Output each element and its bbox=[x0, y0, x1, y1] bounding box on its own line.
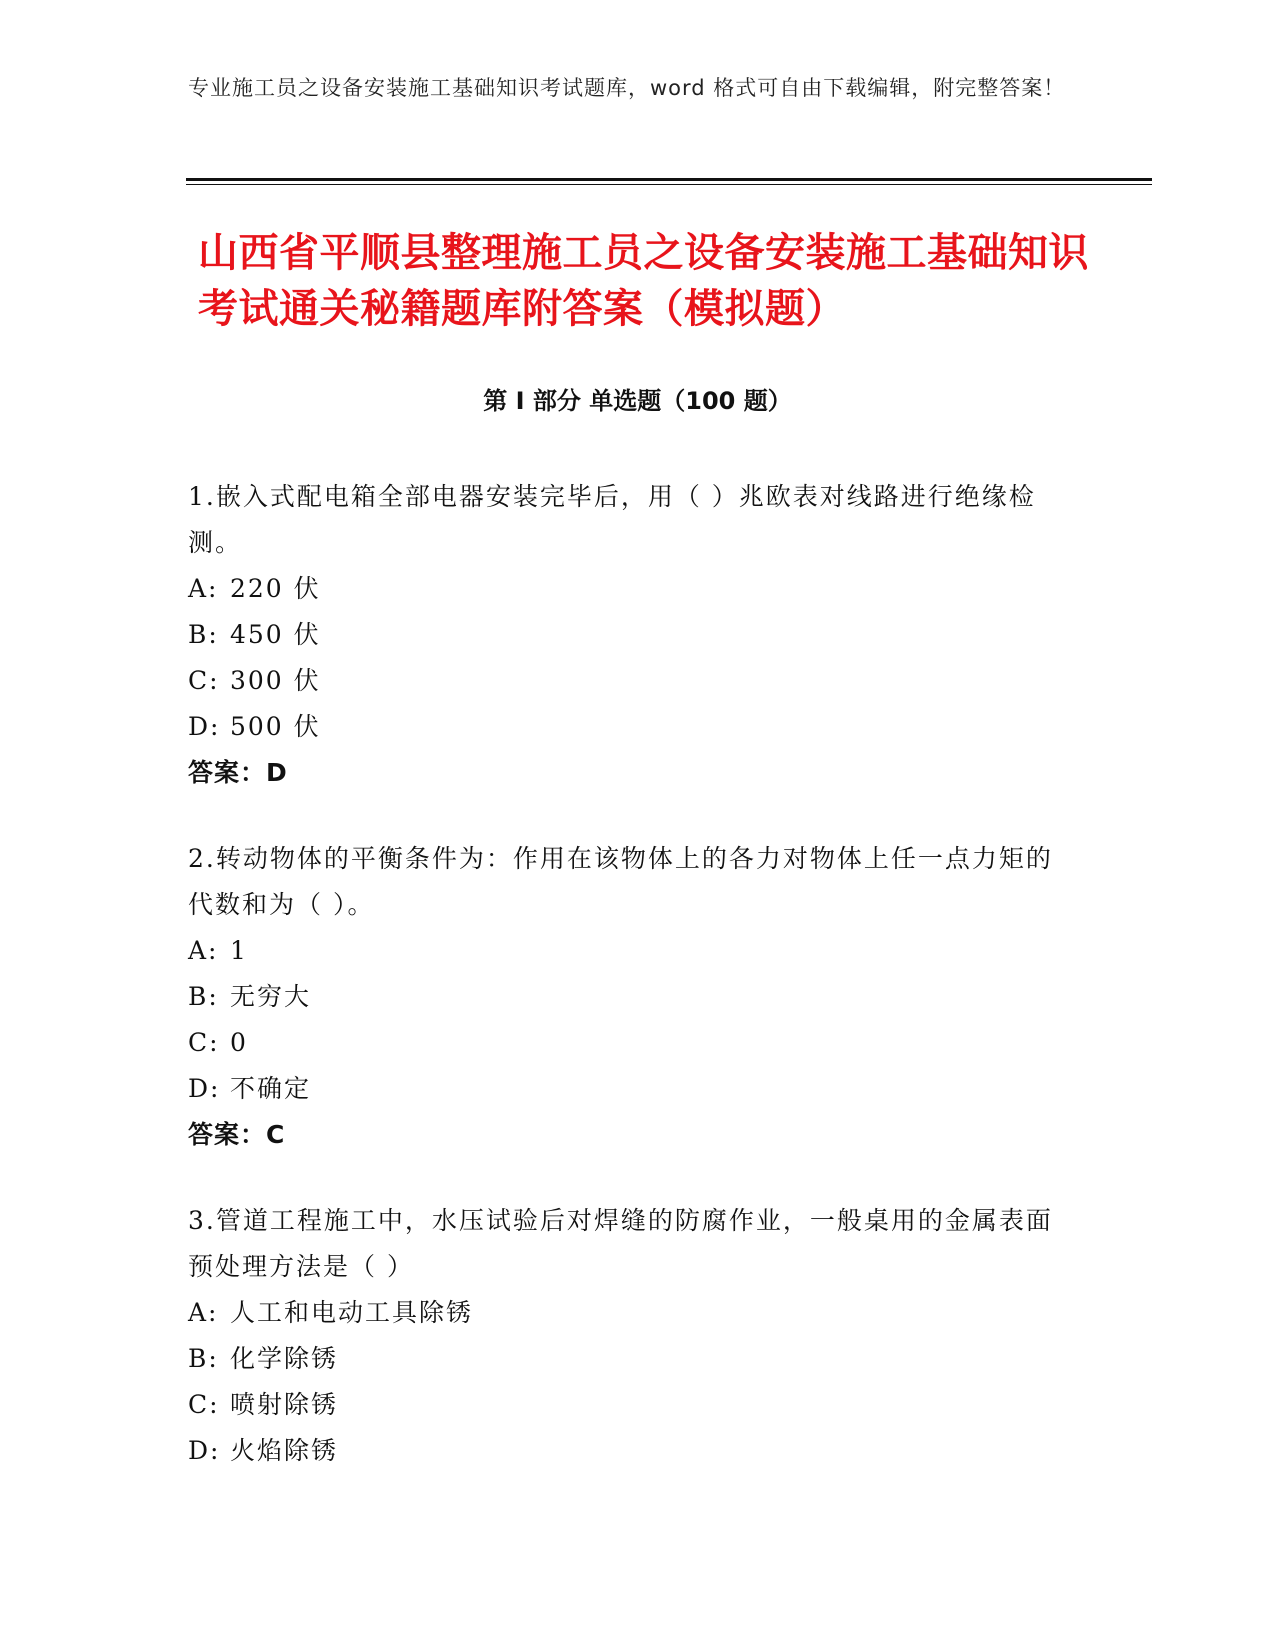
option-b bbox=[188, 612, 1078, 658]
question-list bbox=[188, 474, 1078, 1514]
header-rule-thick bbox=[186, 178, 1152, 181]
option-d bbox=[188, 1066, 1078, 1112]
answer: 答案：C bbox=[188, 1120, 286, 1149]
question-1 bbox=[188, 474, 1078, 796]
document-title: 山西省平顺县整理施工员之设备安装施工基础知识考试通关秘籍题库附答案（模拟题） bbox=[198, 230, 1089, 332]
question-2 bbox=[188, 836, 1078, 1158]
option-b bbox=[188, 974, 1078, 1020]
option-letter: C: bbox=[188, 1390, 220, 1419]
option-c bbox=[188, 1382, 1078, 1428]
option-text: 450 伏 bbox=[230, 620, 321, 649]
option-a bbox=[188, 928, 1078, 974]
option-letter: B: bbox=[188, 982, 219, 1011]
option-letter: A: bbox=[188, 574, 219, 603]
option-text: 不确定 bbox=[230, 1074, 312, 1103]
option-text: 火焰除锈 bbox=[230, 1436, 339, 1465]
option-text: 无穷大 bbox=[230, 982, 312, 1011]
option-d bbox=[188, 1428, 1078, 1474]
option-letter: D: bbox=[188, 712, 221, 741]
option-letter: C: bbox=[188, 666, 220, 695]
question-text: 3.管道工程施工中，水压试验后对焊缝的防腐作业，一般桌用的金属表面预处理方法是（ ） bbox=[188, 1206, 1053, 1281]
option-text: 0 bbox=[230, 1028, 248, 1057]
question-text: 2.转动物体的平衡条件为：作用在该物体上的各力对物体上任一点力矩的代数和为（ ）。 bbox=[188, 844, 1053, 919]
option-text: 500 伏 bbox=[230, 712, 321, 741]
option-text: 化学除锈 bbox=[230, 1344, 339, 1373]
option-text: 人工和电动工具除锈 bbox=[230, 1298, 474, 1327]
option-text: 220 伏 bbox=[230, 574, 321, 603]
option-text: 喷射除锈 bbox=[230, 1390, 339, 1419]
option-letter: C: bbox=[188, 1028, 220, 1057]
option-letter: D: bbox=[188, 1436, 221, 1465]
option-c bbox=[188, 658, 1078, 704]
header-note: 专业施工员之设备安装施工基础知识考试题库，word 格式可自由下载编辑，附完整答案！ bbox=[188, 76, 1066, 100]
section-title: 第 I 部分 单选题（100 题） bbox=[483, 387, 792, 415]
option-c bbox=[188, 1020, 1078, 1066]
option-letter: A: bbox=[188, 1298, 219, 1327]
option-letter: B: bbox=[188, 620, 219, 649]
option-letter: D: bbox=[188, 1074, 221, 1103]
option-text: 300 伏 bbox=[230, 666, 321, 695]
option-text: 1 bbox=[230, 936, 248, 965]
question-text: 1.嵌入式配电箱全部电器安装完毕后，用（ ）兆欧表对线路进行绝缘检测。 bbox=[188, 482, 1036, 557]
option-d bbox=[188, 704, 1078, 750]
header-rule-thin bbox=[186, 184, 1152, 185]
option-b bbox=[188, 1336, 1078, 1382]
option-a bbox=[188, 1290, 1078, 1336]
question-3 bbox=[188, 1198, 1078, 1474]
option-letter: A: bbox=[188, 936, 219, 965]
option-a bbox=[188, 566, 1078, 612]
answer: 答案：D bbox=[188, 758, 288, 787]
option-letter: B: bbox=[188, 1344, 219, 1373]
